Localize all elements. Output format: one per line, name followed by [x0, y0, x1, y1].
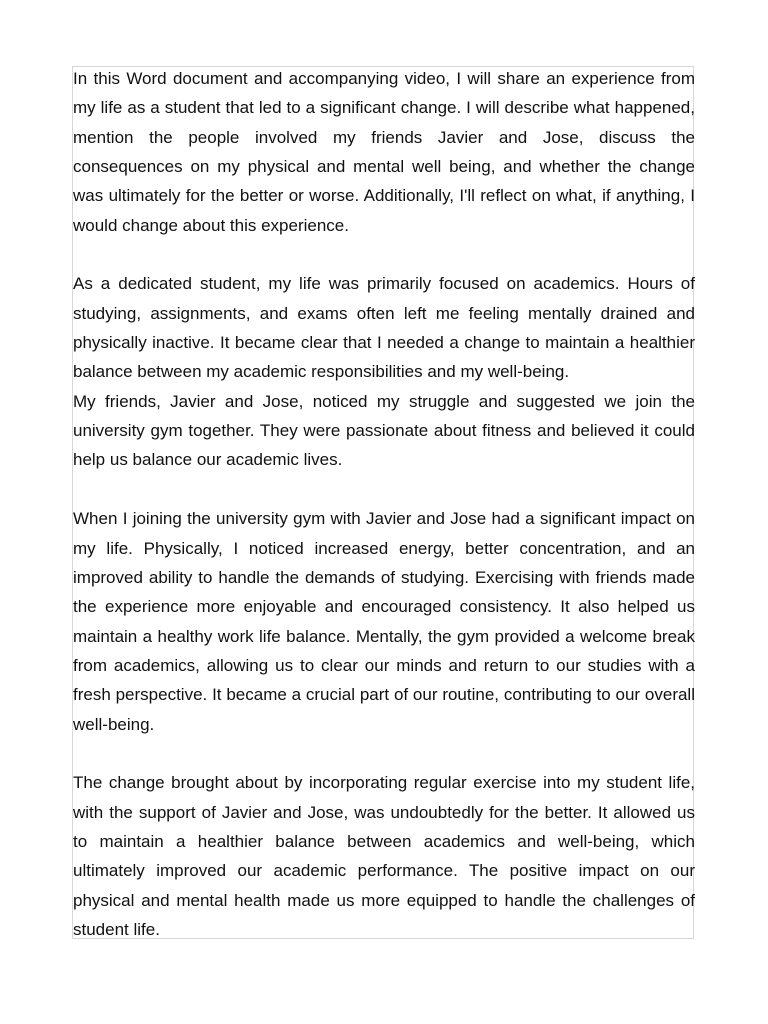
paragraph-background: As a dedicated student, my life was primarily focused on academics. Hours of studying, assignments, and exams often left me feeling mentally drained and physically inactive. It became clear that I needed a change to maintain a healthier balance between my academic responsibilities and my well-being. — [73, 274, 695, 382]
paragraph-gap — [73, 475, 695, 504]
paragraph-gap — [73, 739, 695, 768]
paragraph-friends: My friends, Javier and Jose, noticed my struggle and suggested we join the university gym together. They were passionate about fitness and believed it could help us balance our academic lives. — [73, 391, 695, 470]
paragraph-consequences: When I joining the university gym with Javier and Jose had a significant impact on my life. Physically, I noticed increased energy, better concentration, and an improved ability to handle the demands of studying. Exercising with friends made the experience more enjoyable and encouraged consistency. It also helped us maintain a healthy work life balance. Mentally, the gym provided a welcome break from academics, allowing us to clear our minds and return to our studies with a fresh perspective. It became a crucial part of our routine, contributing to our overall well-being. — [73, 509, 695, 734]
paragraph-conclusion: The change brought about by incorporating regular exercise into my student life, with the support of Javier and Jose, was undoubtedly for the better. It allowed us to maintain a healthier balance between academics and well-being, which ultimately improved our academic performance. The positive impact on our physical and mental health made us more equipped to handle the challenges of student life. — [73, 773, 695, 939]
paragraph-intro: In this Word document and accompanying video, I will share an experience from my life as a student that led to a significant change. I will describe what happened, mention the people involved my friends Javier and Jose, discuss the consequences on my physical and mental well being, and whether the change was ultimately for the better or worse. Additionally, I'll reflect on what, if anything, I would change about this experience. — [73, 69, 695, 235]
paragraph-gap — [73, 240, 695, 269]
document-body — [73, 64, 695, 944]
